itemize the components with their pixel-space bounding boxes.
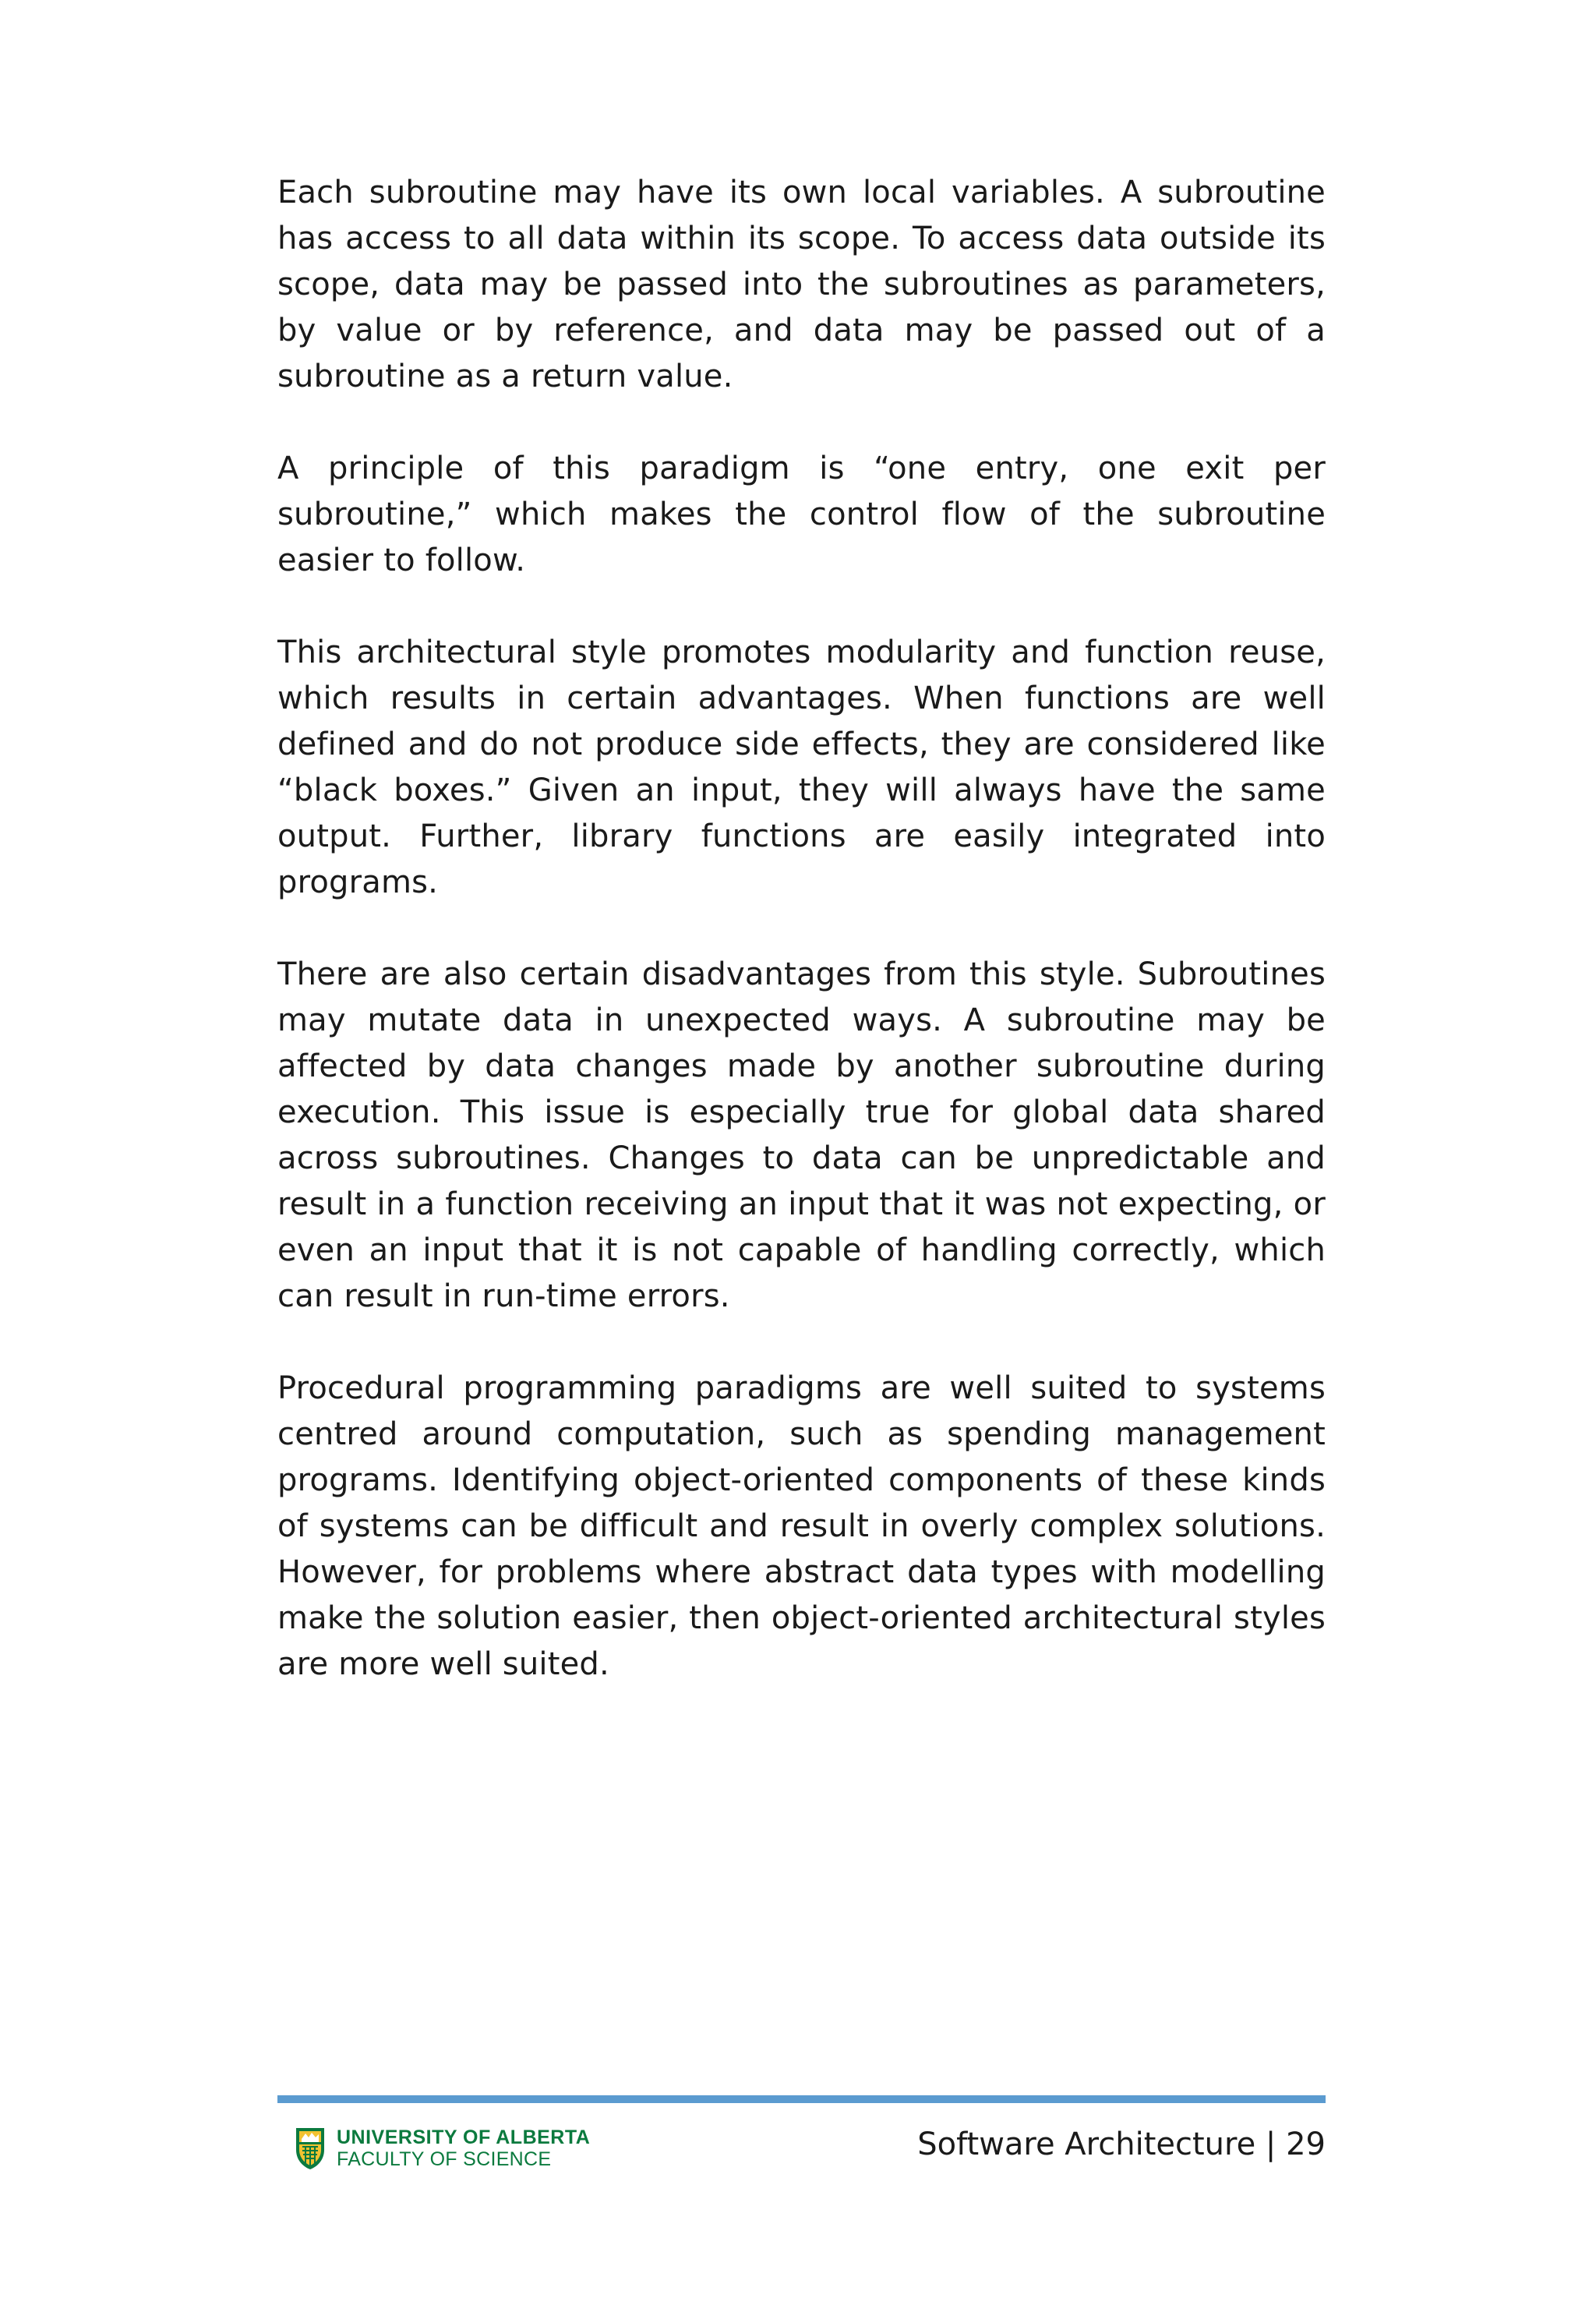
logo-university-name: UNIVERSITY OF ALBERTA bbox=[337, 2126, 591, 2148]
university-crest-icon bbox=[295, 2126, 326, 2170]
page-footer-label: Software Architecture | 29 bbox=[917, 2126, 1326, 2162]
university-logo bbox=[295, 2126, 590, 2170]
paragraph-5: Procedural programming paradigms are well suited to systems centred around computation, such as spending management programs. Identifying object-oriented components of these kinds of systems can be difficult and result in overly complex solutions. However, for problems where abstract data types with modelling make the solution easier, then object-oriented architectural styles are more well suited. bbox=[277, 1370, 1326, 1682]
main-content bbox=[277, 170, 1326, 1734]
paragraph-2: A principle of this paradigm is “one entry, one exit per subroutine,” which makes the control flow of the subroutine easier to follow. bbox=[277, 451, 1326, 578]
paragraph-4: There are also certain disadvantages from this style. Subroutines may mutate data in unexpected ways. A subroutine may be affected by data changes made by another subroutine during execution. This issue is especially true for global data shared across subroutines. Changes to data can be unpredictable and result in a function receiving an input that it was not expecting, or even an input that it is not capable of handling correctly, which can result in run-time errors. bbox=[277, 956, 1326, 1314]
footer-divider bbox=[277, 2095, 1326, 2103]
paragraph-3: This architectural style promotes modularity and function reuse, which results in certain advantages. When functions are well defined and do not produce side effects, they are considered like “black boxes.” Given an input, they will always have the same output. Further, library functions are easily integrated into programs. bbox=[277, 635, 1326, 900]
logo-wordmark bbox=[337, 2126, 590, 2170]
paragraph-1: Each subroutine may have its own local variables. A subroutine has access to all data within its scope. To access data outside its scope, data may be passed into the subroutines as parameters, by value or by reference, and data may be passed out of a subroutine as a return value. bbox=[277, 175, 1326, 394]
logo-faculty-name: FACULTY OF SCIENCE bbox=[337, 2148, 552, 2170]
